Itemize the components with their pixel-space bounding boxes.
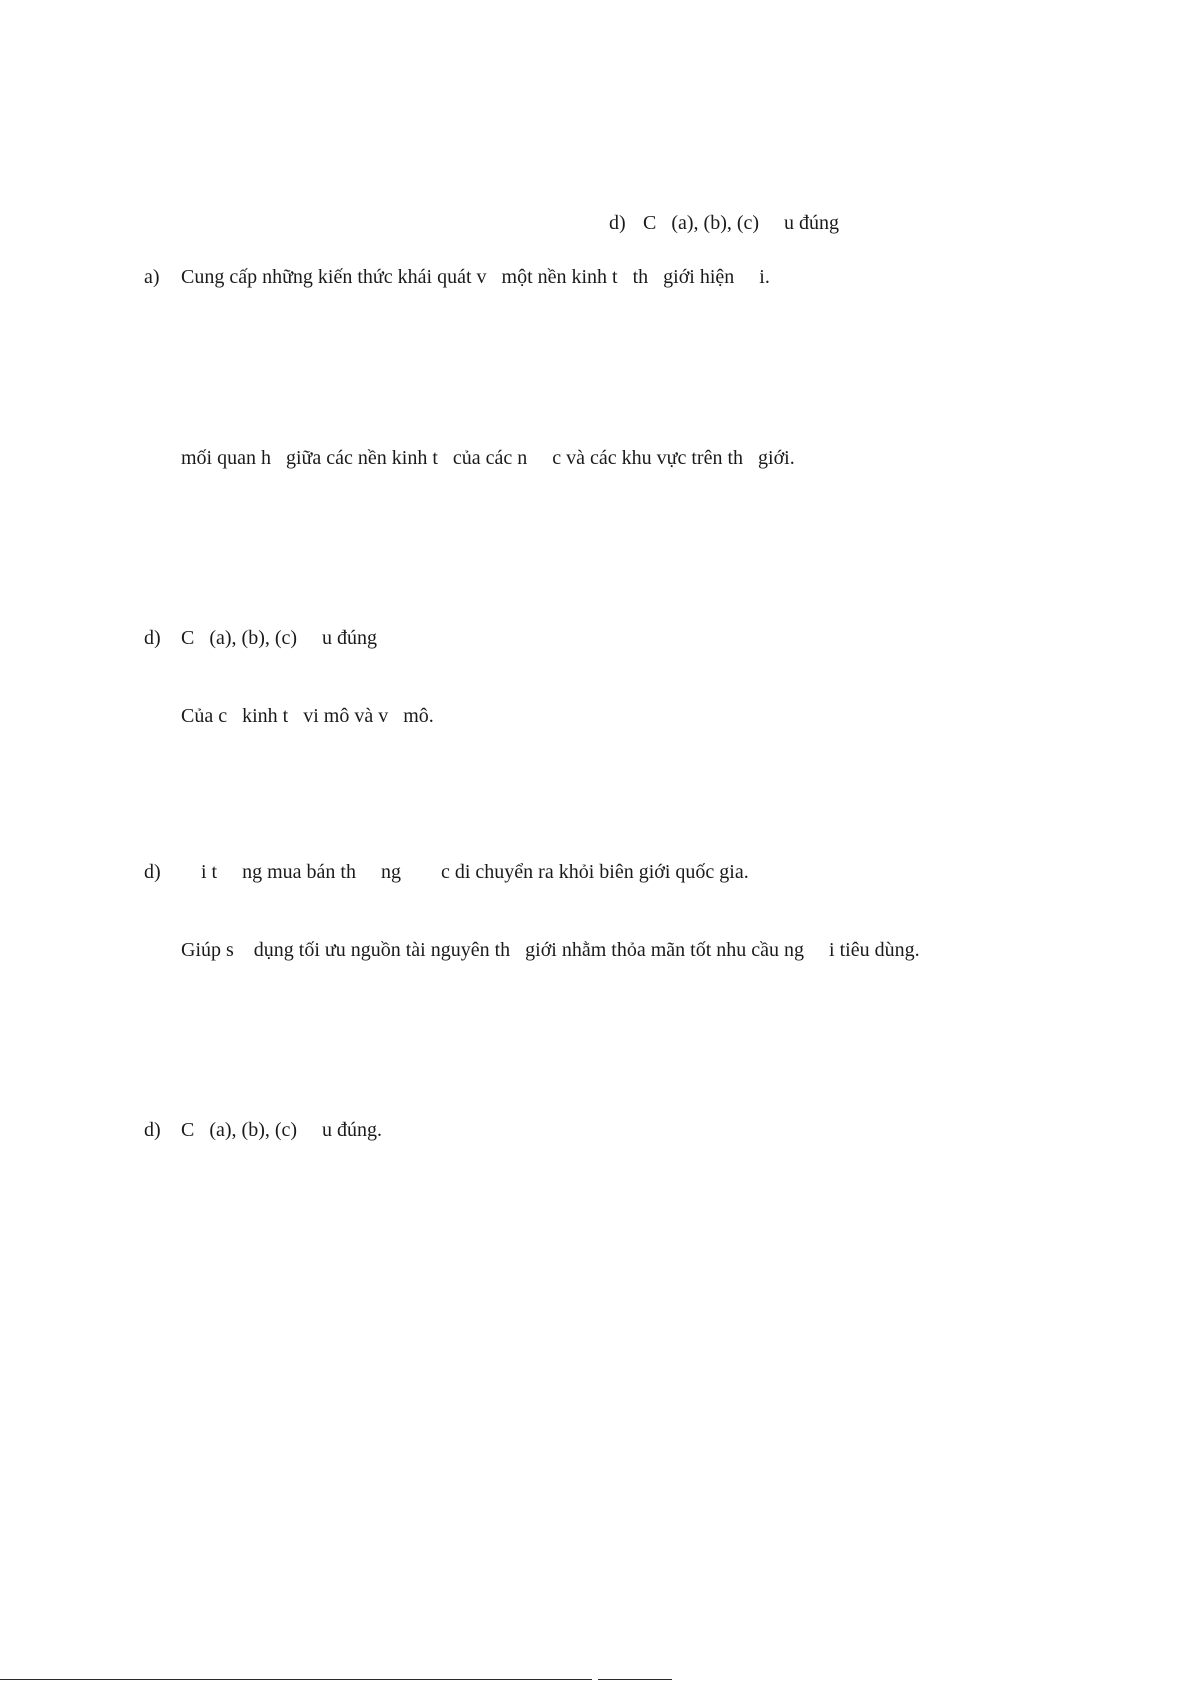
footer-rule (0, 1679, 592, 1680)
paragraph-text: Của c kinh t vi mô và v mô. (181, 705, 434, 727)
option-marker: a) (144, 266, 160, 288)
option-marker: d) (144, 627, 161, 649)
option-text: C (a), (b), (c) u đúng (181, 627, 378, 649)
option-marker: d) (609, 212, 626, 234)
paragraph-text: mối quan h giữa các nền kinh t của các n c và các khu vực trên th giới. (181, 447, 795, 469)
option-marker: d) (144, 1119, 161, 1141)
option-text: i t ng mua bán th ng c di chuyển ra khỏi biên giới quốc gia. (181, 861, 749, 883)
option-text: C (a), (b), (c) u đúng (643, 212, 840, 234)
footer-rule (628, 1679, 672, 1680)
option-text: Cung cấp những kiến thức khái quát v một nền kinh t th giới hiện i. (181, 266, 770, 288)
option-marker: d) (144, 861, 161, 883)
option-text: C (a), (b), (c) u đúng. (181, 1119, 383, 1141)
paragraph-text: Giúp s dụng tối ưu nguồn tài nguyên th giới nhằm thỏa mãn tốt nhu cầu ng i tiêu dùng. (181, 939, 920, 961)
